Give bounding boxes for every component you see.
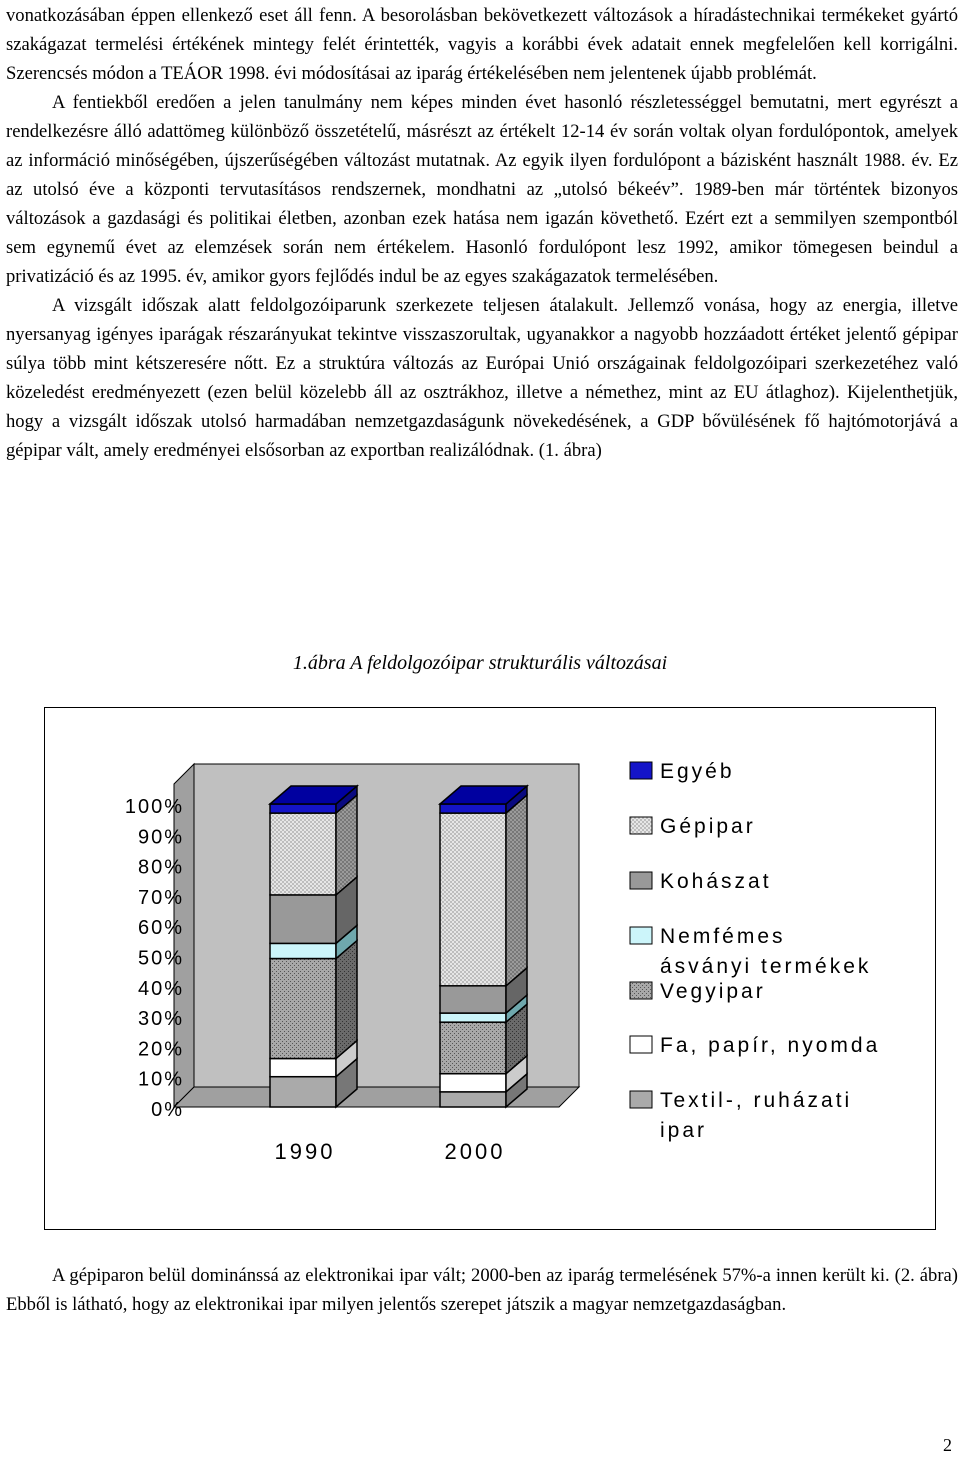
y-tick-label: 40% [137,977,184,1000]
y-tick-label: 100% [124,796,184,818]
legend-label: ipar [660,1119,708,1142]
bar-segment-front [440,804,506,813]
body-text-top [6,1,958,465]
x-tick-label: 2000 [444,1139,506,1164]
bar-segment-front [440,1022,506,1074]
paragraph-3: A vizsgált időszak alatt feldolgozóiparunk szerkezete teljesen átalakult. Jellemző vonása, hogy az energia, illetve nyersanyag igényes iparágak részarányukat tekintve visszaszorultak, ugyanakkor a nagyobb hozzáadott értéket jelentő gépipar súlya több mint kétszeresére nőtt. Ez a struktúra változás az Európai Unió országainak feldolgozóipari szerkezetéhez való közeledést eredményezett (ezen belül közelebb áll az osztrákhoz, illetve a némethez, mint az EU átlaghoz). Kijelenthetjük, hogy a vizsgált időszak utolsó harmadában nemzetgazdaságunk növekedésének, a GDP bővülésének fő hajtómotorjává a gépipar vált, amely eredményei elsősorban az exportban realizálódnak. (1. ábra) [6,295,958,461]
x-tick-label: 1990 [274,1139,336,1164]
y-tick-label: 30% [137,1008,184,1031]
y-tick-label: 10% [137,1068,184,1091]
bar-segment-front [440,1013,506,1022]
legend-label: Gépipar [660,815,756,838]
bar-segment-front [440,813,506,986]
legend-label: Textil-, ruházati [660,1089,853,1112]
y-tick-label: 20% [137,1038,184,1061]
y-tick-label: 60% [137,917,184,940]
legend-label: Egyéb [660,760,735,783]
legend-label: Vegyipar [660,980,766,1003]
legend-swatch [630,1091,652,1108]
bar-segment-front [270,895,336,943]
y-tick-label: 70% [137,886,184,909]
legend-swatch [630,872,652,889]
bar-segment-front [440,1074,506,1092]
bar-segment-side [336,941,357,1059]
bar-segment-front [270,959,336,1059]
legend-swatch [630,762,652,779]
paragraph-2: A fentiekből eredően a jelen tanulmány nem képes minden évet hasonló részletességgel bemutatni, mert egyrészt a rendelkezésre álló adattömeg különböző összetételű, másrészt az értékelt 12-14 év során voltak olyan fordulópontok, amelyek az információ minőségében, újszerűségében változást mutatnak. Az egyik ilyen fordulópont a bázisként használt 1988. év. Ez az utolsó éve a központi tervutasításos rendszernek, mondhatni az „utolsó békeév”. 1989-ben már történtek bizonyos változások a gazdasági és politikai életben, azonban ezek hatása nem igazán követhető. Ezért ezt a semmilyen szempontból sem egynemű évet az elemzések során nem értékelem. Hasonló fordulópont lesz 1992, amikor tömegesen beindul a privatizáció és az 1995. év, amikor gyors fejlődés indul be az egyes szakágazatok termelésében. [6,92,958,287]
bar-segment-front [440,1092,506,1107]
legend-label: Nemfémes [660,925,786,948]
legend-label: Kohászat [660,870,772,893]
body-text-bottom [6,1261,958,1319]
bar-segment-front [270,943,336,958]
structural-change-chart [44,707,936,1230]
legend-label: Fa, papír, nyomda [660,1034,881,1057]
y-tick-label: 90% [137,826,184,849]
bar-segment-front [440,986,506,1013]
legend-swatch [630,817,652,834]
bar-segment-side [506,795,527,986]
figure-caption: 1.ábra A feldolgozóipar strukturális változásai [292,652,668,674]
page-number: 2 [943,1435,952,1455]
legend-swatch [630,927,652,944]
y-tick-label: 50% [137,947,184,970]
legend-label: ásványi termékek [660,955,872,978]
bar-segment-front [270,813,336,895]
bar-segment-front [270,1059,336,1077]
y-tick-label: 0% [151,1099,184,1121]
bar-segment-front [270,804,336,813]
legend-swatch [630,982,652,999]
bar-segment-front [270,1077,336,1107]
paragraph-1: vonatkozásában éppen ellenkező eset áll fenn. A besorolásban bekövetkezett változások a híradástechnikai termékeket gyártó szakágazat termelési értékének mintegy felét érintették, vagyis a korábbi évek adatait ennek megfelelően kell korrigálni. Szerencsés módon a TEÁOR 1998. évi módosításai az iparág értékelésében nem jelentenek újabb problémát. [6,5,958,84]
legend-swatch [630,1036,652,1053]
paragraph-4: A gépiparon belül dominánssá az elektronikai ipar vált; 2000-ben az iparág termelésének 57%-a innen került ki. (2. ábra) Ebből is látható, hogy az elektronikai ipar milyen jelentős szerepet játszik a magyar nemzetgazdaságban. [6,1265,958,1315]
y-tick-label: 80% [137,856,184,879]
